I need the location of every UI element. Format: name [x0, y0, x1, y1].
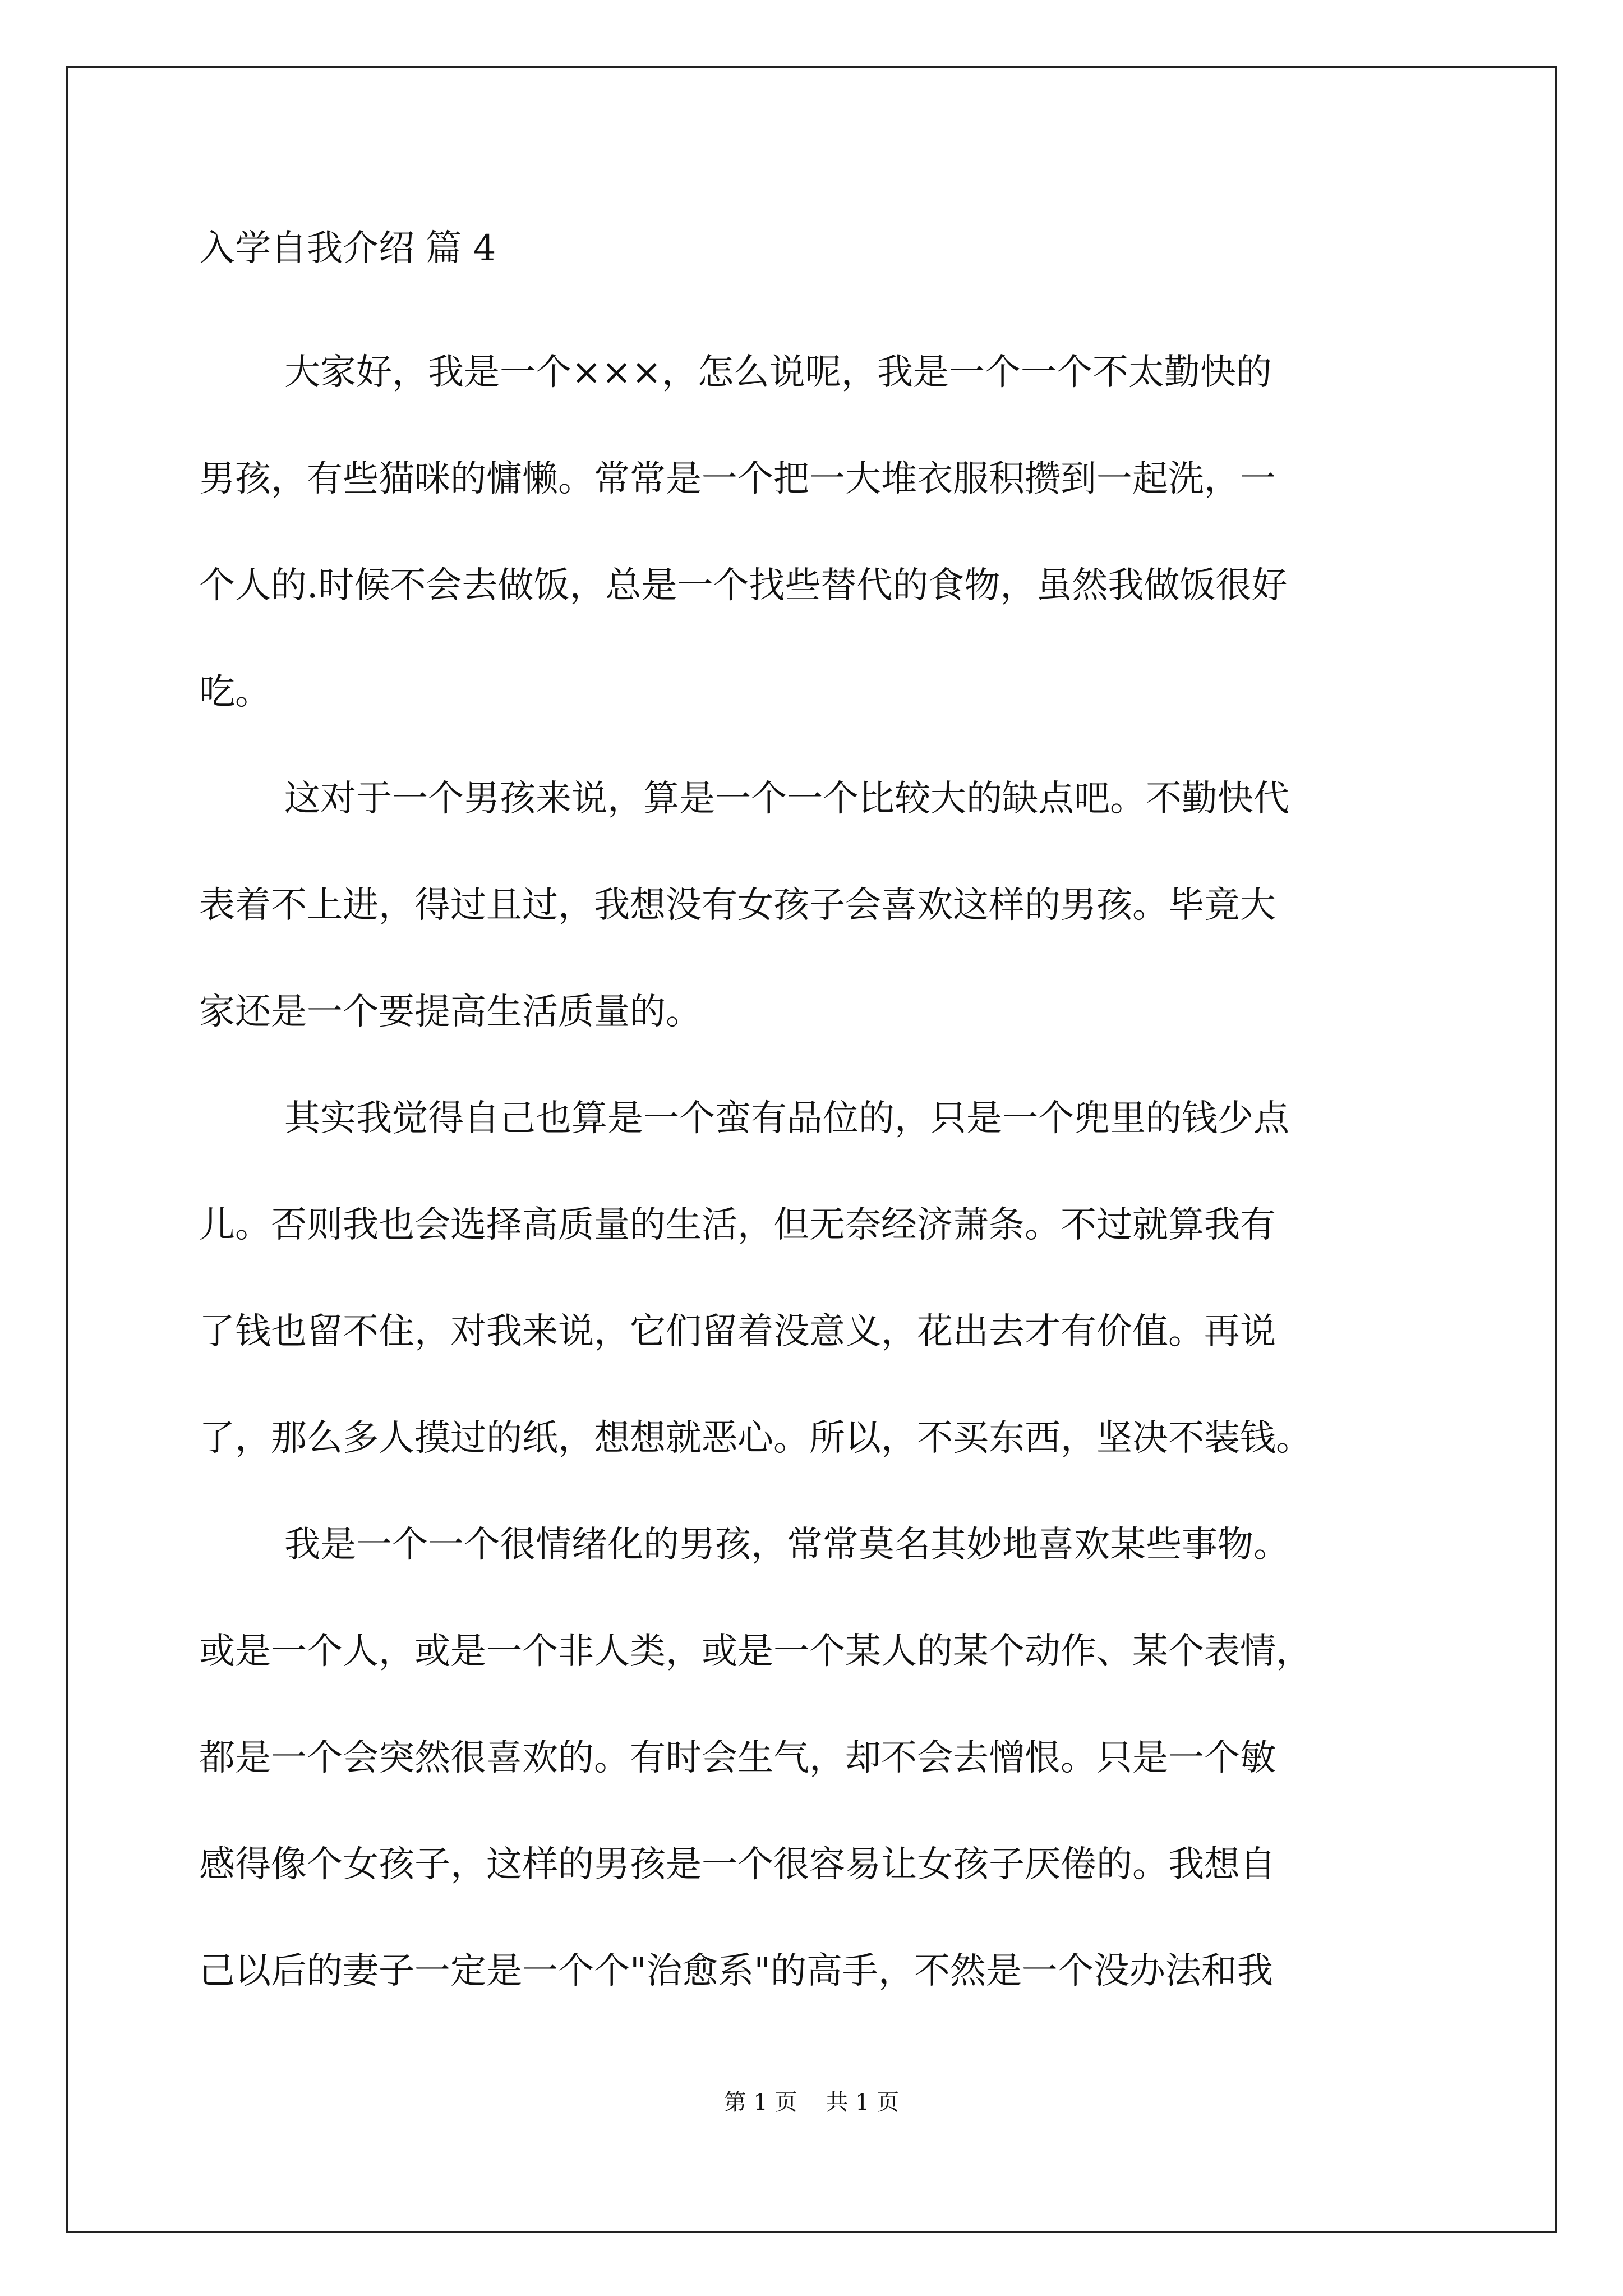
paragraph-4: 我是一个一个很情绪化的男孩，常常莫名其妙地喜欢某些事物。 或是一个人，或是一个非人类，或是一个某人的某个动作、某个表情， 都是一个会突然很喜欢的。有时会生气，却不会去憎恨。只是一个敏 感得像个女孩子，这样的男孩是一个很容易让女孩子厌倦的。我想自 己以后的妻子一定是一个个"治愈系"的高手，不然是一个没办法和我 — [199, 1524, 1312, 1992]
paragraph-1: 大家好，我是一个×××，怎么说呢，我是一个一个不太勤快的 男孩，有些猫咪的慵懒。常常是一个把一大堆衣服积攒到一起洗，一 个人的.时候不会去做饭，总是一个找些替代的食物，虽然我做饭很好 吃。 — [199, 352, 1288, 713]
paragraph-3: 其实我觉得自己也算是一个蛮有品位的，只是一个兜里的钱少点 儿。否则我也会选择高质量的生活，但无奈经济萧条。不过就算我有 了钱也留不住，对我来说，它们留着没意义，花出去才有价值。再说 了，那么多人摸过的纸，想想就恶心。所以，不买东西，坚决不装钱。 — [199, 1098, 1312, 1459]
document-body — [199, 222, 1433, 2024]
paragraph-2: 这对于一个男孩来说，算是一个一个比较大的缺点吧。不勤快代 表着不上进，得过且过，我想没有女孩子会喜欢这样的男孩。毕竟大 家还是一个要提高生活质量的。 — [199, 778, 1289, 1033]
document-title: 入学自我介绍 篇 4 — [199, 228, 496, 269]
page-number-footer: 第 1 页 共 1 页 — [723, 2090, 900, 2115]
